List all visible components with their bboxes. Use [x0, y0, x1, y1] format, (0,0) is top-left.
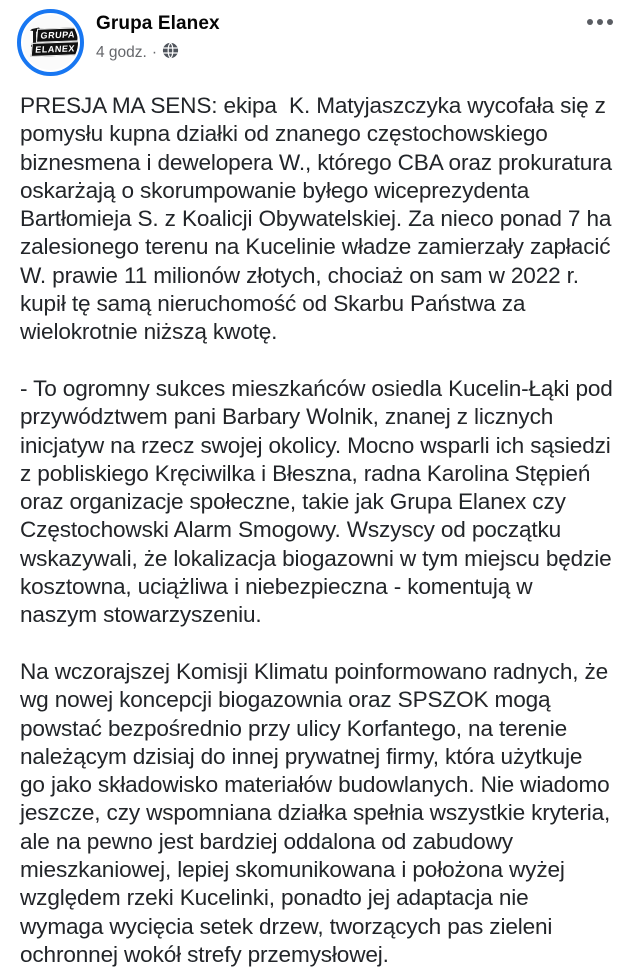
post-header [0, 0, 631, 80]
post-text [0, 80, 631, 969]
author-name[interactable]: Grupa Elanex [96, 13, 220, 34]
logo-banner-grupa: GRUPA [36, 27, 78, 42]
post-paragraph: PRESJA MA SENS: ekipa K. Matyjaszczyka wycofała się z pomysłu kupna działki od znanego częstochowskiego biznesmena i dewelopera W., którego CBA oraz prokuratura oskarżają o skorumpowanie byłego wiceprezydenta Bartłomieja S. z Koalicji Obywatelskiej. Za nieco ponad 7 ha zalesionego terenu na Kucelinie władze zamierzały zapłacić W. prawie 11 milionów złotych, chociaż on sam w 2022 r. kupił tę samą nieruchomość od Skarbu Państwa za wielokrotnie niższą kwotę. [20, 93, 619, 345]
ellipsis-icon [587, 19, 593, 25]
post-meta [96, 41, 581, 64]
logo-banner-elanex: ELANEX [31, 41, 78, 57]
meta-separator: · [151, 43, 158, 61]
logo-banners [35, 27, 78, 57]
timestamp[interactable]: 4 godz. [96, 43, 147, 61]
header-texts [96, 9, 581, 64]
globe-icon [162, 42, 179, 64]
post-paragraph: - To ogromny sukces mieszkańców osiedla Kucelin-Łąki pod przywództwem pani Barbary Wolnik, znanej z licznych inicjatyw na rzecz swojej okolicy. Mocno wsparli ich sąsiedzi z pobliskiego Kręciwilka i Błeszna, radna Karolina Stępień oraz organizacje społeczne, takie jak Grupa Elanex czy Częstochowski Alarm Smogowy. Wszyscy od początku wskazywali, że lokalizacja biogazowni w tym miejscu będzie kosztowna, uciążliwa i niebezpieczna - komentują w naszym stowarzyszeniu. [20, 375, 619, 628]
avatar-logo [23, 15, 78, 70]
post-paragraph: Na wczorajszej Komisji Klimatu poinformowano radnych, że wg nowej koncepcji biogazownia oraz SPSZOK mogą powstać bezpośrednio przy ulicy Korfantego, na terenie należącym dzisiaj do innej prywatnej firmy, która użytkuje go jako składowisko materiałów budowlanych. Nie wiadomo jeszcze, czy wspomniana działka spełnia wszystkie kryteria, ale na pewno jest bardziej oddalona od zabudowy mieszkaniowej, lepiej skomunikowana i położona wyżej względem rzeki Kucelinki, ponadto jej adaptacja nie wymaga wycięcia setek drzew, tworzących pas zieleni ochronnej wokół strefy przemysłowej. [20, 658, 617, 967]
avatar[interactable] [17, 9, 84, 76]
post-menu-button[interactable] [581, 9, 615, 31]
